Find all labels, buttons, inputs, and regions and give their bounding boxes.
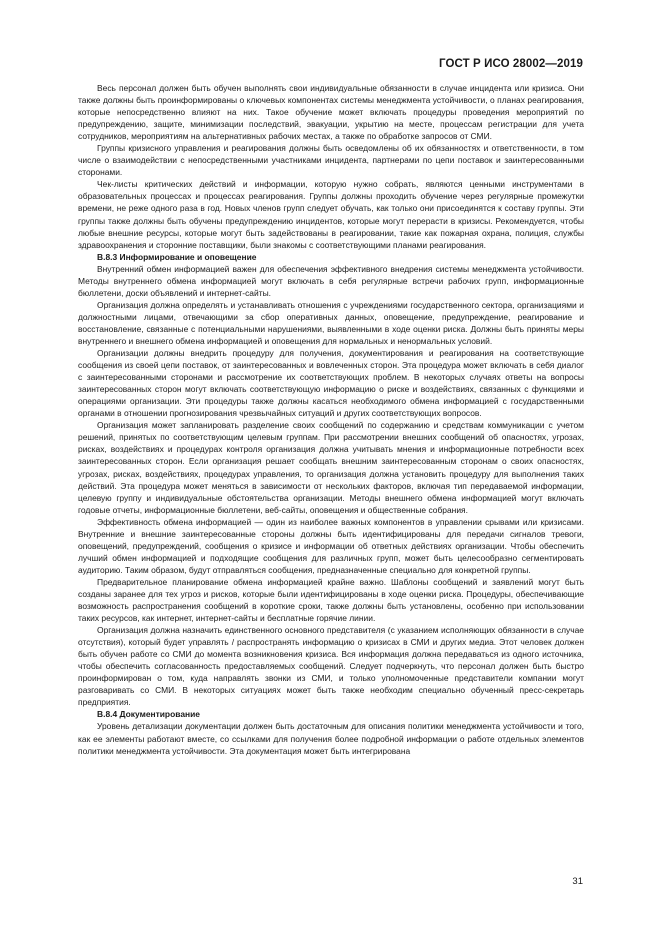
section-heading-b-8-3: В.8.3 Информирование и оповещение — [97, 251, 257, 262]
paragraph: Предварительное планирование обмена информацией крайне важно. Шаблоны сообщений и заявлений могут быть созданы заранее для тех угроз и рисков, которые были идентифицированы в ходе оценки риска. Процедуры, обеспечивающие возможность распространения сообщений в короткие сроки, также должны быть установлены, особенно при использовании таких ресурсов, как интернет, интернет-сайты и бесплатные горячие линии. — [78, 576, 584, 624]
page-number: 31 — [572, 876, 583, 887]
page-body — [78, 82, 584, 757]
document-id-header: ГОСТ Р ИСО 28002—2019 — [438, 58, 583, 70]
paragraph: Уровень детализации документации должен быть достаточным для описания политики менеджмента устойчивости и того, как ее элементы работают вместе, со ссылками для получения более подробной информации о работе отдельных элементов политики менеджмента устойчивости. Эта документация может быть интегрирована — [78, 721, 584, 756]
paragraph: Группы кризисного управления и реагирования должны быть осведомлены об их обязанностях и ответственности, в том числе о взаимодействии с непосредственными участниками инцидента, партнерами по цепи поставок и заинтересованными сторонами. — [78, 143, 584, 178]
paragraph: Весь персонал должен быть обучен выполнять свои индивидуальные обязанности в случае инцидента или кризиса. Они также должны быть проинформированы о ключевых компонентах системы менеджмента устойчивости, о планах реагирования, которые непосредственно влияют на них. Такое обучение может включать процедуры проведения мероприятий по предупреждению, защите, минимизации последствий, эвакуации, укрытию на месте, процессам регистрации для учета сотрудников, мероприятиям на альтернативных рабочих местах, а также по обработке запросов от СМИ. — [78, 83, 584, 142]
paragraph: Внутренний обмен информацией важен для обеспечения эффективного внедрения системы менеджмента устойчивости. Методы внутреннего обмена информацией могут включать в себя регулярные встречи рабочих групп, информационные бюллетени, доски объявлений и интернет-сайты. — [78, 263, 584, 298]
paragraph: Организация должна назначить единственного основного представителя (с указанием исполняющих обязанности в случае отсутствия), который будет управлять / распространять информацию о кризисах в СМИ и других медиа. Этот человек должен быть обучен работе со СМИ до момента возникновения кризиса. Вся информация должна передаваться из одного источника, чтобы обеспечить согласованность предоставляемых сообщений. Следует подчеркнуть, что персонал должен быть быстро проинформирован о том, куда направлять звонки из СМИ, и только уполномоченные представители компании могут разговаривать со СМИ. В некоторых ситуациях может быть также необходим специально обученный пресс-секретарь предприятия. — [78, 625, 584, 708]
paragraph: Чек-листы критических действий и информации, которую нужно собрать, являются ценными инструментами в образовательных процессах и процессах реагирования. Группы должны проходить обучение через регулярные промежутки времени, не реже одного раза в год. Новых членов групп следует обучать, как только они присоединятся к составу группы. Эти группы также должны быть обучены предупреждению инцидентов, которые могут перерасти в кризисы. Рекомендуется, чтобы любые внешние ресурсы, которые могут быть задействованы в реагировании, такие как пожарная охрана, полиция, службы здравоохранения и сторонние поставщики, были знакомы с соответствующими планами реагирования. — [78, 179, 584, 250]
paragraph: Организации должны внедрить процедуру для получения, документирования и реагирования на соответствующие сообщения из своей цепи поставок, от заинтересованных и вовлеченных сторон. Эта процедура может включать в себя диалог с заинтересованными сторонами и рассмотрение их соответствующих проблем. В некоторых случаях ответы на вопросы заинтересованных сторон могут включать соответствующую информацию о риске и воздействиях, связанных с функциями и операциями организации. Эти процедуры также должны касаться необходимого обмена информацией с государственными органами в отношении прогнозирования чрезвычайных ситуаций и других соответствующих вопросов. — [78, 348, 584, 419]
section-heading-b-8-4: В.8.4 Документирование — [97, 709, 200, 720]
paragraph: Организация может запланировать разделение своих сообщений по содержанию и средствам коммуникации с учетом решений, принятых по соответствующим целевым группам. При рассмотрении внешних сообщений об опасностях, угрозах, рисках, воздействиях и процедурах контроля организация должна учитывать мнения и информационные потребности всех заинтересованных сторон. Если организация решает сообщать внешним заинтересованным сторонам о своих опасностях, угрозах, рисках, воздействиях, процедурах управления, то организация должна установить процедуру для выполнения таких действий. Эта процедура может меняться в зависимости от нескольких факторов, включая тип передаваемой информации, целевую группу и индивидуальные обстоятельства организации. Методы внешнего обмена информацией могут включать годовые отчеты, информационные бюллетени, веб-сайты, оповещения и общественные собрания. — [78, 420, 584, 515]
paragraph: Эффективность обмена информацией — один из наиболее важных компонентов в управлении срывами или кризисами. Внутренние и внешние заинтересованные стороны должны быть идентифицированы для передачи сигналов тревоги, оповещений, предупреждений, сообщения о кризисе и информации об ответных действиях организации. Чтобы обеспечить лучший обмен информацией и подходящие сообщения для различных групп, может быть целесообразно сегментировать аудиторию. Таким образом, будут отправляться сообщения, предназначенные специально для конкретной группы. — [78, 516, 584, 575]
paragraph: Организация должна определять и устанавливать отношения с учреждениями государственного сектора, организациями и должностными лицами, отвечающими за сбор оперативных данных, оповещение, предупреждение, реагирование и восстановление, связанные с потенциальными нарушениями, выявленными в ходе оценки риска. Должны быть приняты меры внутреннего и внешнего обмена информацией и оповещения для нормальных и ненормальных условий. — [78, 299, 584, 346]
